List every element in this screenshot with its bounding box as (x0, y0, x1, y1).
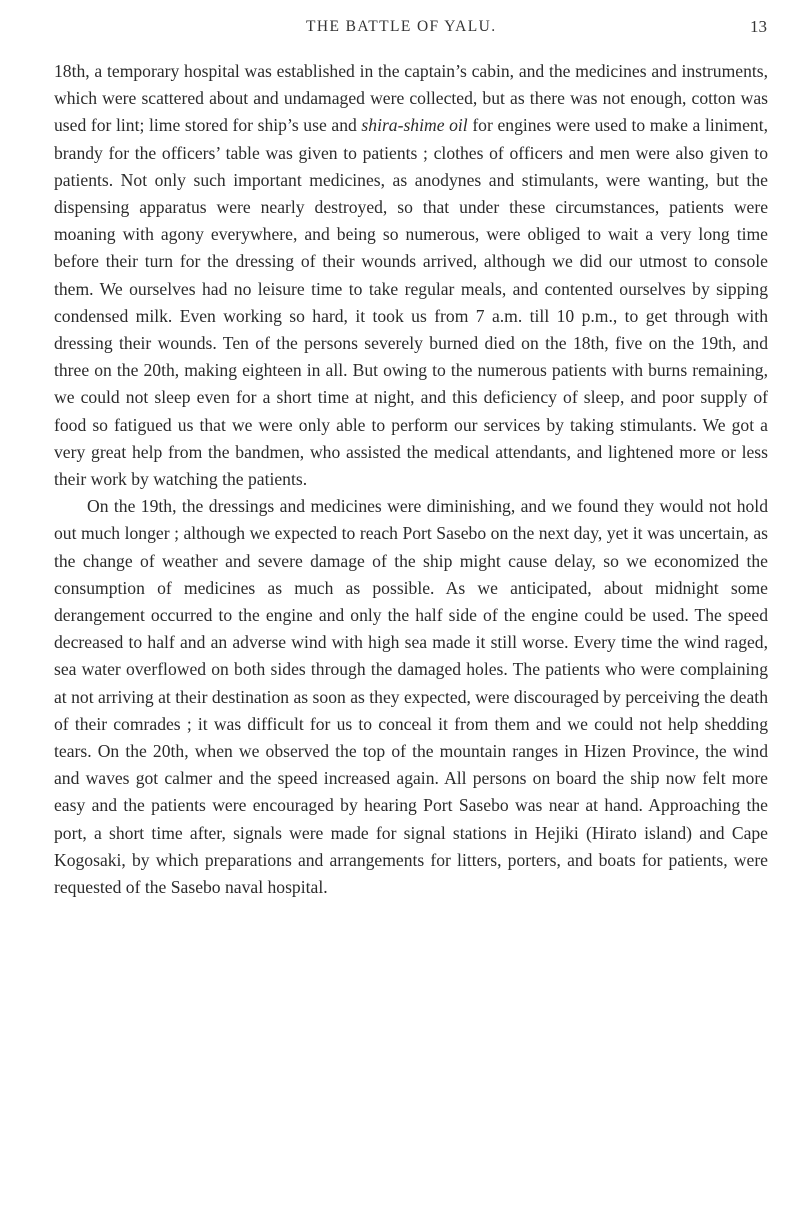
paragraph-1-italic-term: shira-shime oil (361, 115, 468, 136)
running-head (0, 12, 800, 42)
paragraph-1-text-b: for engines were used to make a liniment, brandy for the officers’ table was given to patients ; clothes of officers and men were also given to patients. Not only such important medicines, as anodynes and stimulants, were wanting, but the dispensing apparatus were nearly destroyed, so that under these circumstances, patients were moaning with agony everywhere, and being so numerous, were obliged to wait a very long time before their turn for the dressing of their wounds arrived, although we did our utmost to console them. We ourselves had no leisure time to take regular meals, and contented ourselves by sipping condensed milk. Even working so hard, it took us from 7 a.m. till 10 p.m., to get through with dressing their wounds. Ten of the persons severely burned died on the 18th, five on the 19th, and three on the 20th, making eighteen in all. But owing to the numerous patients with burns remaining, we could not sleep even for a short time at night, and this deficiency of sleep, and poor supply of food so fatigued us that we were only able to perform our services by taking stimulants. We got a very great help from the bandmen, who assisted the medical attendants, and lightened more or less their work by watching the patients. (54, 115, 768, 490)
body-text (54, 58, 768, 901)
running-title: THE BATTLE OF YALU. (306, 18, 497, 35)
paragraph-1-text-a: 18th, a temporary hospital was established in the captain’s cabin, and the medicines and instruments, which were scattered about and undamaged were collected, but as there was not enough, cotton was used for lint; lime stored for ship’s use and (54, 61, 768, 136)
page-number: 13 (750, 17, 767, 36)
paragraph-2: On the 19th, the dressings and medicines were diminishing, and we found they would not hold out much longer ; although we expected to reach Port Sasebo on the next day, yet it was uncertain, as the change of weather and severe damage of the ship might cause delay, so we economized the consumption of medicines as much as possible. As we anticipated, about midnight some derangement occurred to the engine and only the half side of the engine could be used. The speed decreased to half and an adverse wind with high sea made it still worse. Every time the wind raged, sea water overflowed on both sides through the damaged holes. The patients who were complaining at not arriving at their destination as soon as they expected, were discouraged by perceiving the death of their comrades ; it was difficult for us to conceal it from them and we could not help shedding tears. On the 20th, when we observed the top of the mountain ranges in Hizen Province, the wind and waves got calmer and the speed increased again. All persons on board the ship now felt more easy and the patients were encouraged by hearing Port Sasebo was near at hand. Approaching the port, a short time after, signals were made for signal stations in Hejiki (Hirato island) and Cape Kogosaki, by which preparations and arrangements for litters, porters, and boats for patients, were requested of the Sasebo naval hospital. (54, 496, 768, 898)
paragraph-1 (54, 58, 768, 493)
